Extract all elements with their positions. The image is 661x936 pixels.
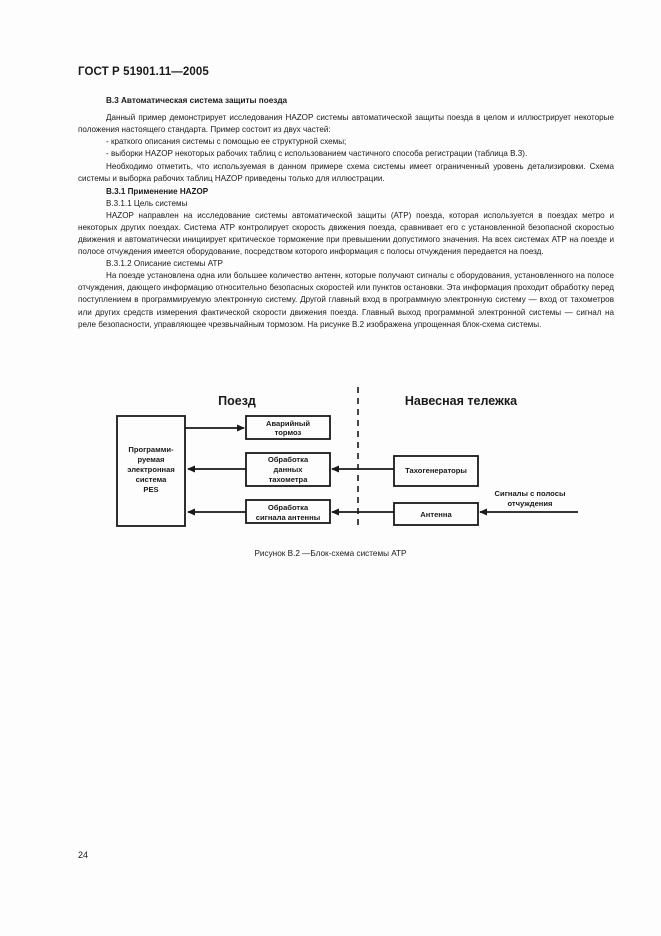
paragraph: На поезде установлена одна или большее количество антенн, которые получают сигналы с оборудования, установленного на полосе отчуждения, дающего информацию относительно безопасных скоростей или пунктов остановки. Эта информация проходит обработку перед поступлением в программируемую электронную систему. Другой главный вход в программную электронную систему — вход от тахометров или других средств измерения фактической скорости движения поезда. Главный выход программной электронной системы — сигнал на реле безопасности, управляющее чрезвычайным тормозом. На рисунке В.2 изображена упрощенная блок-схема системы. (78, 271, 614, 329)
pes-label-line: Программи- (128, 445, 174, 454)
antenna-label: Антенна (420, 510, 452, 519)
subsection-heading: В.3.1.1 Цель системы (106, 198, 188, 208)
paragraph: Данный пример демонстрирует исследования HAZOP системы автоматической защиты поезда в целом и иллюстрирует некоторые положения настоящего стандарта. Пример состоит из двух частей: (78, 113, 614, 135)
brake-label-line: тормоз (274, 428, 302, 437)
tacho-proc-label-line: тахометра (268, 475, 308, 484)
list-item: - выборки HAZOP некоторых рабочих таблиц с использованием частичного способа регистрации (таблица В.3). (106, 149, 528, 159)
brake-label-line: Аварийный (266, 419, 310, 428)
subsection-heading: В.3.1.2 Описание системы АТР (106, 259, 223, 269)
list-item: - краткого описания системы с помощью ее структурной схемы; (106, 137, 347, 147)
paragraph: HAZOP направлен на исследование системы автоматической защиты (АТР) поезда, которая используется в поездах метро и некоторых других поездах. Система АТР контролирует скорость движения поезда, сравнивает его с установленной безопасной скоростью движения и автоматически инициирует критическое торможение при превышении допустимого значения. На всех системах АТР на поезде и полосе отчуждения имеется оборудование, посредством которого информация с полосы отчуждения передается на поезд. (78, 210, 614, 257)
paragraph: Необходимо отметить, что используемая в данном примере схема системы имеет ограниченный уровень детализировки. Схема системы и выборка рабочих таблиц HAZOP приведены только для иллюстрации. (78, 162, 614, 184)
trackside-section-title: Навесная тележка (404, 394, 518, 408)
pes-label-line: PES (143, 485, 159, 494)
input-signal-label-line: отчуждения (507, 499, 553, 508)
signal-proc-label-line: сигнала антенны (255, 513, 321, 522)
section-title: В.3 Автоматическая система защиты поезда (106, 96, 288, 105)
standard-header: ГОСТ Р 51901.11—2005 (78, 66, 209, 78)
tachogenerators-label: Тахогенераторы (405, 466, 467, 475)
tacho-proc-label-line: Обработка (267, 455, 309, 464)
train-section-title: Поезд (218, 394, 256, 408)
page-number: 24 (78, 850, 89, 860)
subsection-heading: В.3.1 Применение HAZOP (106, 186, 209, 196)
signal-proc-label-line: Обработка (267, 503, 309, 512)
tacho-proc-label-line: данных (273, 465, 303, 474)
figure-caption: Рисунок В.2 —Блок-схема системы АТР (254, 549, 407, 558)
input-signal-label-line: Сигналы с полосы (494, 489, 566, 498)
pes-label-line: электронная (127, 465, 175, 474)
pes-label-line: руемая (137, 455, 165, 464)
pes-label-line: система (135, 475, 167, 484)
